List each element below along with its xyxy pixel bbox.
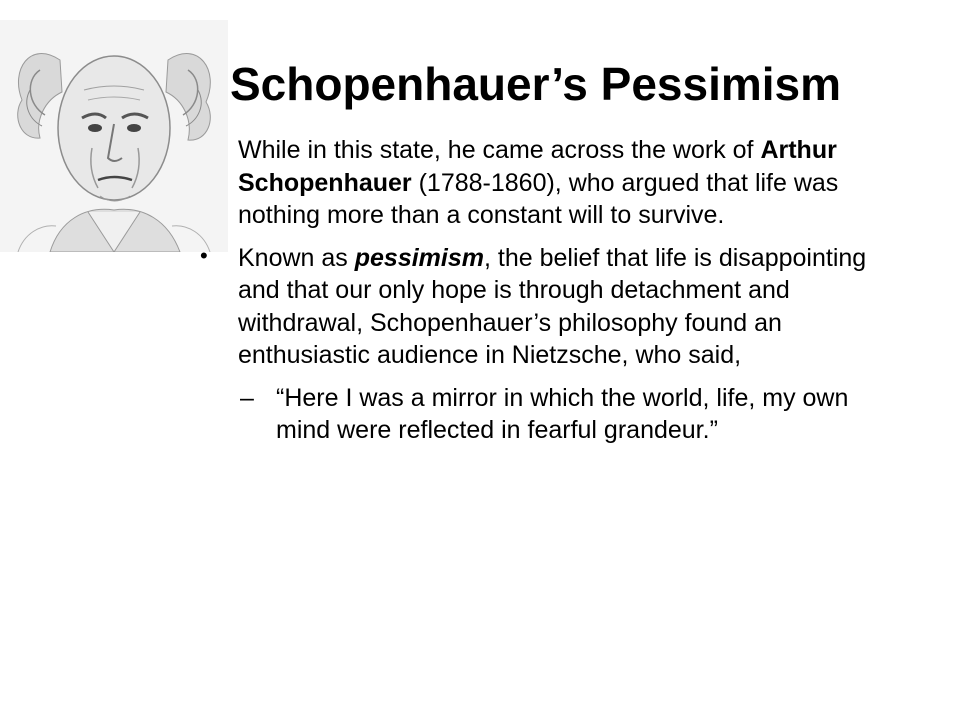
sub-bullet-item [200, 382, 890, 447]
portrait-image [0, 20, 228, 252]
bullet-item [200, 242, 890, 372]
bullet-text: Known as [238, 243, 355, 272]
sub-bullet-marker: – [240, 383, 254, 412]
bullet-marker: • [200, 242, 208, 268]
slide-body [200, 134, 890, 447]
bullet-text: (1788-1860), who argued that life was nothing more than a constant will to survive. [238, 168, 839, 229]
bullet-text: , the belief that life is disappointing and that our only hope is through detachment and withdrawal, Schopenhauer’s philosophy found an enthusiastic audience in Nietzsche, who said, [238, 243, 867, 369]
slide-title: Schopenhauer’s Pessimism [230, 58, 842, 110]
emphasis-term: pessimism [354, 243, 484, 272]
bullet-item [200, 134, 890, 232]
quote-text: “Here I was a mirror in which the world, life, my own mind were reflected in fearful grandeur.” [276, 383, 849, 444]
portrait-icon [0, 20, 228, 252]
bullet-text: While in this state, he came across the work of [238, 136, 761, 164]
bold-name: Arthur Schopenhauer [238, 136, 837, 197]
